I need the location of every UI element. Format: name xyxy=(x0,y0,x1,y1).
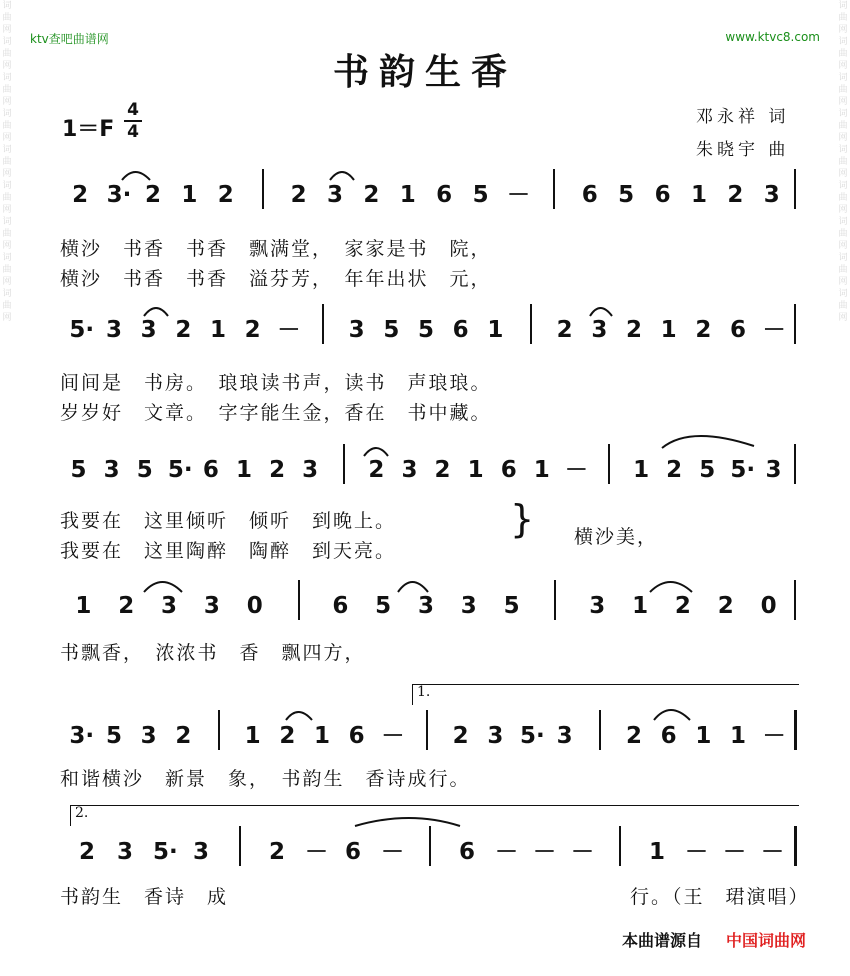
note: 1 xyxy=(632,593,649,619)
note: 5 xyxy=(618,182,635,208)
note: － xyxy=(723,839,746,865)
note: 3 xyxy=(140,317,157,343)
note: 6 xyxy=(660,723,677,749)
note: 3 xyxy=(302,457,319,483)
note: 3 xyxy=(116,839,133,865)
note: 1 xyxy=(533,457,550,483)
site-name-left[interactable]: ktv查吧曲谱网 xyxy=(30,32,109,46)
note: － xyxy=(685,839,708,865)
note: 6 xyxy=(500,457,517,483)
note: 2 xyxy=(363,182,380,208)
lyricist-credit: 邓永祥 词 xyxy=(696,107,790,127)
note: 1 xyxy=(648,839,665,865)
site-url-right[interactable]: www.ktvc8.com xyxy=(725,30,820,44)
note: 2 xyxy=(434,457,451,483)
note: 5 xyxy=(136,457,153,483)
note: 3· xyxy=(69,723,95,749)
note: 1 xyxy=(729,723,746,749)
note: 1 xyxy=(660,317,677,343)
note: 5· xyxy=(730,457,756,483)
note: 5· xyxy=(69,317,95,343)
note: 5 xyxy=(503,593,520,619)
note: 6 xyxy=(452,317,469,343)
note: 6 xyxy=(436,182,453,208)
note: 2 xyxy=(118,593,135,619)
note: 2 xyxy=(368,457,385,483)
note: 2 xyxy=(279,723,296,749)
note: － xyxy=(507,182,530,208)
note: 3 xyxy=(591,317,608,343)
note: 2 xyxy=(695,317,712,343)
note: 1 xyxy=(695,723,712,749)
note: 2 xyxy=(290,182,307,208)
song-title: 书韵生香 xyxy=(332,51,517,93)
note: 3 xyxy=(192,839,209,865)
note: － xyxy=(495,839,518,865)
lyrics-row2-verse2: 岁岁好 文章。 字字能生金，香在 书中藏。 xyxy=(60,402,492,424)
note: 3 xyxy=(203,593,220,619)
watermark-right: 词 曲 网 词 曲 网 词 曲 网 词 曲 网 词 曲 网 词 曲 网 词 曲 网 词 曲 网 词 曲 网 xyxy=(838,1,848,323)
note: 1 xyxy=(181,182,198,208)
watermark-left: 词 曲 网 词 曲 网 词 曲 网 词 曲 网 词 曲 网 词 曲 网 词 曲 网 词 曲 网 词 曲 网 xyxy=(2,1,12,323)
lyrics-row3-verse2: 我要在 这里陶醉 陶醉 到天亮。 xyxy=(60,540,397,562)
note: 1 xyxy=(235,457,252,483)
note: 6 xyxy=(581,182,598,208)
note: 2 xyxy=(625,723,642,749)
note: 1 xyxy=(244,723,261,749)
note: 2 xyxy=(268,839,285,865)
composer-credit: 朱晓宇 曲 xyxy=(696,140,790,160)
volta-second-label: 2. xyxy=(75,805,89,821)
note: 5 xyxy=(699,457,716,483)
note: 6 xyxy=(729,317,746,343)
note: 1 xyxy=(313,723,330,749)
note: 6 xyxy=(458,839,475,865)
note: 3 xyxy=(401,457,418,483)
lyrics-row4: 书飘香， 浓浓书 香 飘四方， xyxy=(60,642,366,664)
verse-bracket: } xyxy=(510,497,535,541)
note: 2 xyxy=(217,182,234,208)
note: 5 xyxy=(70,457,87,483)
note: 3 xyxy=(326,182,343,208)
note: 2 xyxy=(244,317,261,343)
note: － xyxy=(762,317,786,343)
note: 3 xyxy=(103,457,120,483)
note: 2 xyxy=(144,182,161,208)
note: 3 xyxy=(556,723,573,749)
note: 5· xyxy=(520,723,545,749)
note: 1 xyxy=(690,182,707,208)
lyrics-row1-verse2: 横沙 书香 书香 溢芬芳， 年年出状 元， xyxy=(60,268,492,290)
note: 3· xyxy=(106,182,132,208)
note: 1 xyxy=(487,317,504,343)
note: 2 xyxy=(674,593,691,619)
note: 2 xyxy=(175,723,192,749)
note: 3 xyxy=(348,317,365,343)
note: 3 xyxy=(487,723,504,749)
lyrics-row6-end: 行。（王 珺演唱） xyxy=(630,886,810,908)
note: 3 xyxy=(763,182,780,208)
note: 5 xyxy=(375,593,392,619)
note: 3 xyxy=(417,593,434,619)
time-numerator: 4 xyxy=(127,100,139,120)
key-label: 1＝F xyxy=(62,117,115,142)
note: 3 xyxy=(140,723,157,749)
note: 1 xyxy=(75,593,92,619)
source-label: 本曲谱源自 xyxy=(622,931,703,950)
volta-first-label: 1. xyxy=(417,684,431,700)
note: 3 xyxy=(765,457,782,483)
note: 6 xyxy=(654,182,671,208)
note: 5 xyxy=(417,317,434,343)
note: － xyxy=(571,839,594,865)
note: 2 xyxy=(72,182,89,208)
note: 3 xyxy=(105,317,122,343)
note: 5 xyxy=(105,723,122,749)
lyrics-row1-verse1: 横沙 书香 书香 飘满堂， 家家是书 院， xyxy=(60,238,492,260)
note: 5 xyxy=(472,182,489,208)
note: 6 xyxy=(202,457,219,483)
note: 3 xyxy=(589,593,606,619)
note: － xyxy=(277,317,301,343)
note: 1 xyxy=(633,457,650,483)
note: 2 xyxy=(269,457,286,483)
lyrics-row6: 书韵生 香诗 成 xyxy=(60,886,229,908)
lyrics-row3-side: 横沙美， xyxy=(574,526,659,548)
note: － xyxy=(381,723,405,749)
note: 1 xyxy=(399,182,416,208)
note: 2 xyxy=(78,839,95,865)
note: 6 xyxy=(332,593,349,619)
note: 6 xyxy=(348,723,365,749)
note: 5 xyxy=(383,317,400,343)
note: － xyxy=(381,839,404,865)
note: 6 xyxy=(344,839,361,865)
note: 2 xyxy=(717,593,734,619)
note: 1 xyxy=(467,457,484,483)
note: － xyxy=(564,457,588,483)
source-site[interactable]: 中国词曲网 xyxy=(726,931,807,950)
lyrics-row5: 和谐横沙 新景 象， 书韵生 香诗成行。 xyxy=(60,768,471,790)
note: － xyxy=(761,839,784,865)
note: 0 xyxy=(760,593,777,619)
note: 0 xyxy=(246,593,263,619)
note: 2 xyxy=(666,457,683,483)
note: 2 xyxy=(175,317,192,343)
time-denominator: 4 xyxy=(127,122,139,142)
lyrics-row2-verse1: 间间是 书房。 琅琅读书声，读书 声琅琅。 xyxy=(60,372,492,394)
note: － xyxy=(305,839,328,865)
note: 2 xyxy=(625,317,642,343)
note: 3 xyxy=(161,593,178,619)
note: 3 xyxy=(460,593,477,619)
note: － xyxy=(762,723,786,749)
note: 1 xyxy=(209,317,226,343)
lyrics-row3-verse1: 我要在 这里倾听 倾听 到晚上。 xyxy=(60,510,397,532)
note: 2 xyxy=(727,182,744,208)
note: － xyxy=(533,839,556,865)
note: 2 xyxy=(556,317,573,343)
note: 2 xyxy=(452,723,469,749)
note: 5· xyxy=(153,839,178,865)
note: 5· xyxy=(167,457,193,483)
